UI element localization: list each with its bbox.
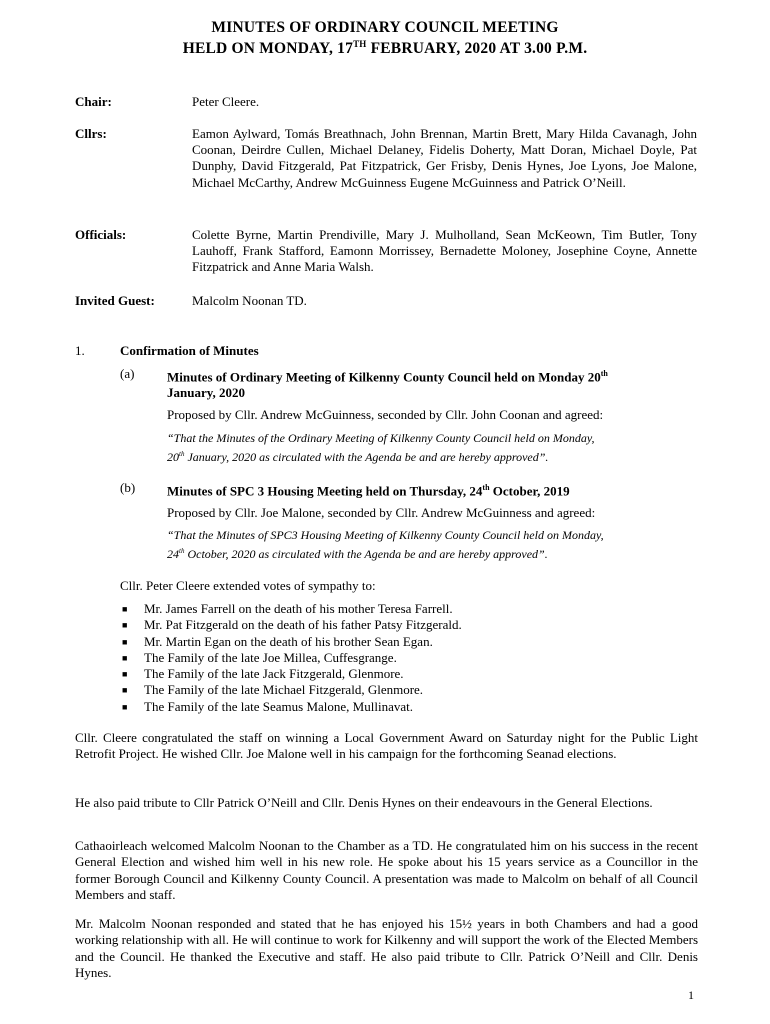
chair-label: Chair: bbox=[75, 94, 112, 109]
list-item: ■ The Family of the late Joe Millea, Cuffesgrange. bbox=[122, 649, 397, 665]
item-b-resolution: “That the Minutes of SPC3 Housing Meeting of Kilkenny County Council held on Monday, 24th October, 2020 as circulated with the Agenda be and are hereby approved”. bbox=[167, 528, 604, 561]
list-item: ■ The Family of the late Michael Fitzgerald, Glenmore. bbox=[122, 682, 424, 698]
item-a-title: Minutes of Ordinary Meeting of Kilkenny County Council held on Monday 20th January, 2020 bbox=[167, 369, 608, 401]
paragraph-response: Mr. Malcolm Noonan responded and stated that he has enjoyed his 15½ years in both Chambers and had a good working relationship with all. He will continue to work for Kilkenny and will support the work of the Elected Members and the Council. He thanked the Executive and staff. He also paid tribute to Cllr. Patrick O’Neill and Cllr. Denis Hynes. bbox=[75, 916, 698, 980]
list-item: ■ Mr. Martin Egan on the death of his brother Sean Egan. bbox=[122, 633, 433, 649]
list-item: ■ Mr. James Farrell on the death of his mother Teresa Farrell. bbox=[122, 601, 453, 616]
officials-value: Colette Byrne, Martin Prendiville, Mary J. Mulholland, Sean McKeown, Tim Butler, Tony Lauhoff, Frank Stafford, Eamonn Morrissey, Bernadette Moloney, Josephine Coyne, Annette Fitzpatrick and Anne Maria Walsh. bbox=[192, 227, 697, 275]
invited-guest-label: Invited Guest: bbox=[75, 293, 155, 308]
cllrs-value: Eamon Aylward, Tomás Breathnach, John Brennan, Martin Brett, Mary Hilda Cavanagh, John Coonan, Deirdre Cullen, Michael Delaney, Fidelis Doherty, Matt Doran, Michael Doyle, Pat Dunphy, David Fitzgerald, Pat Fitzpatrick, Ger Frisby, Denis Hynes, Joe Lyons, Joe Malone, Michael McCarthy, Andrew McGuinness Eugene McGuinness and Patrick O’Neill. bbox=[192, 126, 697, 190]
invited-guest-value: Malcolm Noonan TD. bbox=[192, 293, 307, 308]
paragraph-welcome: Cathaoirleach welcomed Malcolm Noonan to the Chamber as a TD. He congratulated him on his success in the recent General Election and wished him well in his new role. He spoke about his 15 years service as a Councillor in the former Borough Council and Kilkenny County Council. A presentation was made to Malcolm on behalf of all Council Members and staff. bbox=[75, 838, 698, 902]
bullet-icon: ■ bbox=[122, 685, 128, 696]
document-title-line-1: MINUTES OF ORDINARY COUNCIL MEETING bbox=[211, 19, 559, 36]
bullet-icon: ■ bbox=[122, 636, 128, 647]
chair-value: Peter Cleere. bbox=[192, 94, 260, 109]
bullet-icon: ■ bbox=[122, 701, 128, 712]
list-item: ■ The Family of the late Jack Fitzgerald, Glenmore. bbox=[122, 666, 404, 682]
sympathy-intro: Cllr. Peter Cleere extended votes of sympathy to: bbox=[120, 578, 376, 593]
item-a-marker: (a) bbox=[120, 366, 135, 381]
item-b-proposal: Proposed by Cllr. Joe Malone, seconded by Cllr. Andrew McGuinness and agreed: bbox=[167, 505, 596, 520]
paragraph-award: Cllr. Cleere congratulated the staff on winning a Local Government Award on Saturday night for the Public Light Retrofit Project. He wished Cllr. Joe Malone well in his campaign for the forthcoming Seanad elections. bbox=[75, 730, 698, 762]
paragraph-tribute: He also paid tribute to Cllr Patrick O’Neill and Cllr. Denis Hynes on their endeavours in the General Elections. bbox=[75, 795, 653, 810]
cllrs-label: Cllrs: bbox=[75, 126, 107, 141]
sympathy-list bbox=[120, 601, 462, 715]
item-a-resolution: “That the Minutes of the Ordinary Meeting of Kilkenny County Council held on Monday, 20th January, 2020 as circulated with the Agenda be and are hereby approved”. bbox=[167, 431, 595, 464]
bullet-icon: ■ bbox=[122, 669, 128, 680]
section-heading: Confirmation of Minutes bbox=[120, 343, 259, 358]
bullet-icon: ■ bbox=[122, 604, 128, 614]
bullet-icon: ■ bbox=[122, 652, 128, 663]
document-title-line-2: HELD ON MONDAY, 17TH FEBRUARY, 2020 AT 3.00 P.M. bbox=[182, 39, 588, 58]
officials-label: Officials: bbox=[75, 227, 127, 242]
page-number: 1 bbox=[688, 988, 694, 1002]
item-b-marker: (b) bbox=[120, 480, 136, 495]
item-a-proposal: Proposed by Cllr. Andrew McGuinness, seconded by Cllr. John Coonan and agreed: bbox=[167, 407, 604, 422]
bullet-icon: ■ bbox=[122, 620, 128, 631]
list-item: ■ The Family of the late Seamus Malone, Mullinavat. bbox=[122, 698, 413, 714]
section-number: 1. bbox=[75, 343, 85, 358]
list-item: ■ Mr. Pat Fitzgerald on the death of his father Patsy Fitzgerald. bbox=[122, 617, 462, 633]
item-b-title: Minutes of SPC 3 Housing Meeting held on Thursday, 24th October, 2019 bbox=[167, 483, 570, 499]
